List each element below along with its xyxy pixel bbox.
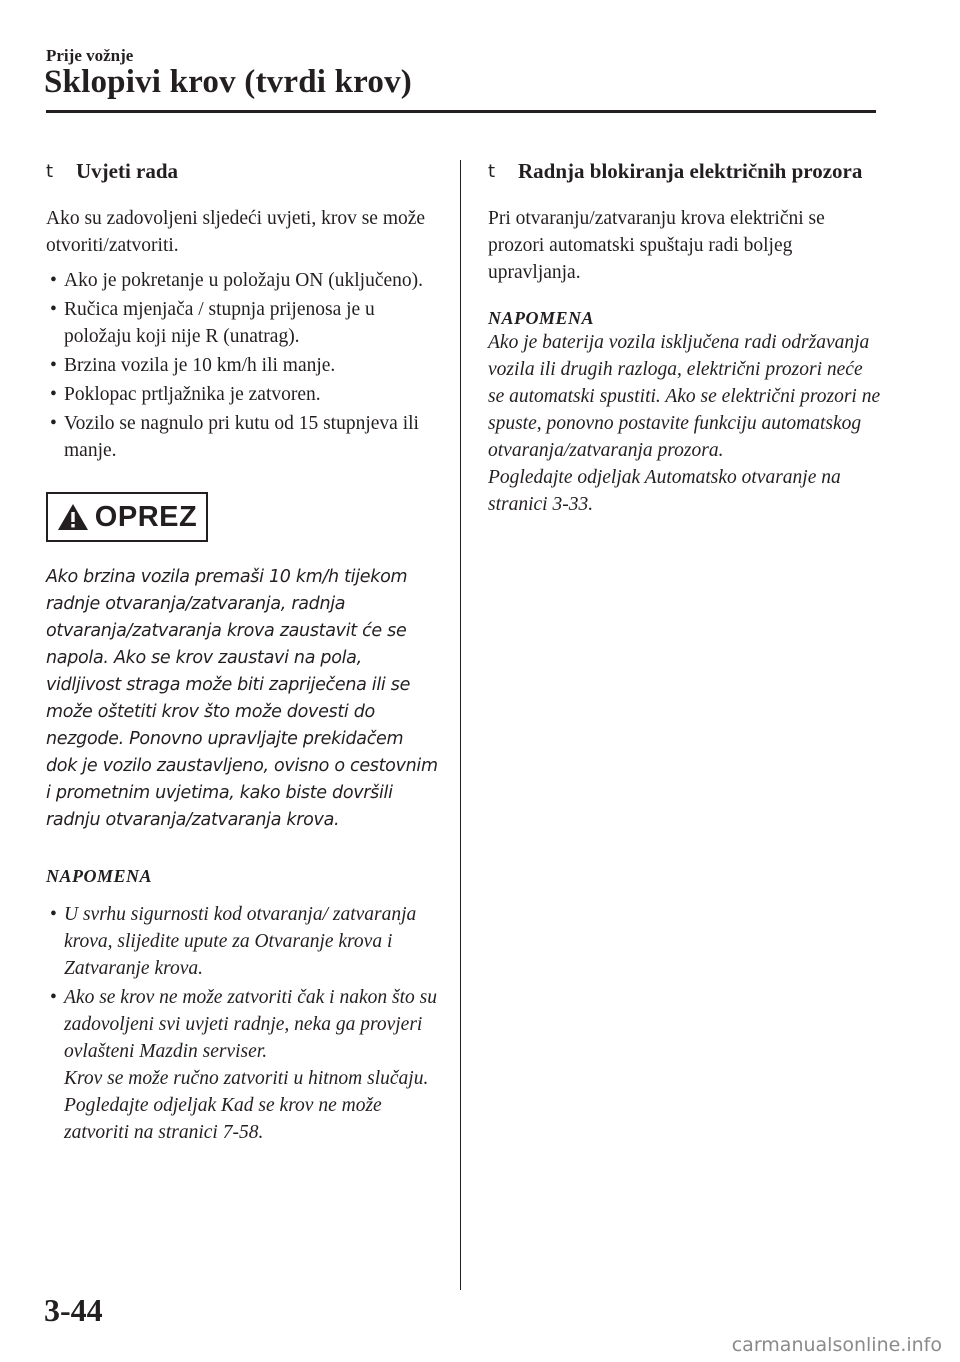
caution-box: [46, 492, 208, 542]
intro-paragraph: Ako su zadovoljeni sljedeći uvjeti, krov se može otvoriti/zatvoriti.: [46, 208, 426, 256]
list-item: [46, 901, 438, 982]
list-item: [46, 352, 438, 379]
list-item: [46, 410, 438, 464]
list-item-text: Vozilo se nagnulo pri kutu od 15 stupnjeva ili manje.: [64, 413, 419, 461]
note-list: [46, 901, 438, 1146]
header-rule: [46, 110, 876, 113]
bullet-icon: •: [50, 384, 57, 405]
left-column: [46, 158, 438, 1148]
list-item-text: Poklopac prtljažnika je zatvoren.: [64, 384, 321, 405]
section-heading-text: Uvjeti rada: [76, 159, 179, 183]
caution-label: OPREZ: [94, 500, 198, 533]
operating-conditions-heading: [46, 158, 438, 185]
bullet-icon: •: [50, 413, 57, 434]
section-marker-icon: t: [488, 161, 496, 182]
list-item: [46, 381, 438, 408]
bullet-icon: •: [50, 987, 57, 1008]
window-interlock-heading: [488, 158, 883, 185]
page-number: 3-44: [44, 1292, 103, 1328]
bullet-icon: •: [50, 355, 57, 376]
note-line: Pogledajte odjeljak Kad se krov ne može zatvoriti na stranici 7-58.: [64, 1095, 382, 1143]
list-item-text: Ručica mjenjača / stupnja prijenosa je u položaju koji nije R (unatrag).: [64, 299, 375, 347]
conditions-intro: [46, 205, 438, 259]
note-line: Ako se krov ne može zatvoriti čak i nakon što su zadovoljeni svi uvjeti radnje, neka ga provjeri ovlašteni Mazdin serviser.: [64, 987, 437, 1062]
bullet-icon: •: [50, 299, 57, 320]
list-item: [46, 296, 438, 350]
warning-triangle-icon: [57, 503, 89, 531]
note-line: U svrhu sigurnosti kod otvaranja/ zatvaranja krova, slijedite upute za Otvaranje krova i Zatvaranje krova.: [64, 904, 417, 979]
section-marker-icon: t: [46, 161, 54, 182]
bullet-icon: •: [50, 904, 57, 925]
list-item-text: Brzina vozila je 10 km/h ili manje.: [64, 355, 336, 376]
note-text: Ako je baterija vozila isključena radi održavanja vozila ili drugih razloga, električni prozori neće se automatski spustiti. Ako se električni prozori ne spuste, ponovno postavite funkciju automatskog otvaranja/zatvaranja prozora.: [488, 332, 881, 461]
page-title: Sklopivi krov (tvrdi krov): [44, 64, 412, 100]
list-item: [46, 984, 438, 1146]
bullet-icon: •: [50, 270, 57, 291]
note-line: Krov se može ručno zatvoriti u hitnom slučaju.: [64, 1068, 429, 1089]
column-divider: [460, 160, 461, 1290]
note-heading: NAPOMENA: [488, 308, 595, 328]
caution-text: Ako brzina vozila premaši 10 km/h tijekom radnje otvaranja/zatvaranja, radnja otvaranja/zatvaranja krova zaustavit će se napola. Ako se krov zaustavi na pola, vidljivost straga može biti zapriječena ili se može oštetiti krov što može dovesti do nezgode. Ponovno upravljajte prekidačem dok je vozilo zaustavljeno, ovisno o cestovnim i prometnim uvjetima, kako biste dovršili radnju otvaranja/zatvaranja krova.: [46, 567, 438, 830]
window-interlock-body: Pri otvaranju/zatvaranju krova električni se prozori automatski spuštaju radi boljeg upravljanja.: [488, 208, 825, 283]
section-heading-text: Radnja blokiranja električnih prozora: [518, 159, 863, 183]
list-item-text: Ako je pokretanje u položaju ON (uključeno).: [64, 270, 424, 291]
watermark: carmanualsonline.info: [731, 1334, 942, 1356]
note-reference: Pogledajte odjeljak Automatsko otvaranje na stranici 3-33.: [488, 467, 841, 515]
right-column: [488, 158, 883, 518]
header-section-label: Prije vožnje: [46, 46, 134, 65]
note-heading: NAPOMENA: [46, 866, 153, 886]
conditions-list: [46, 267, 438, 464]
list-item: [46, 267, 438, 294]
